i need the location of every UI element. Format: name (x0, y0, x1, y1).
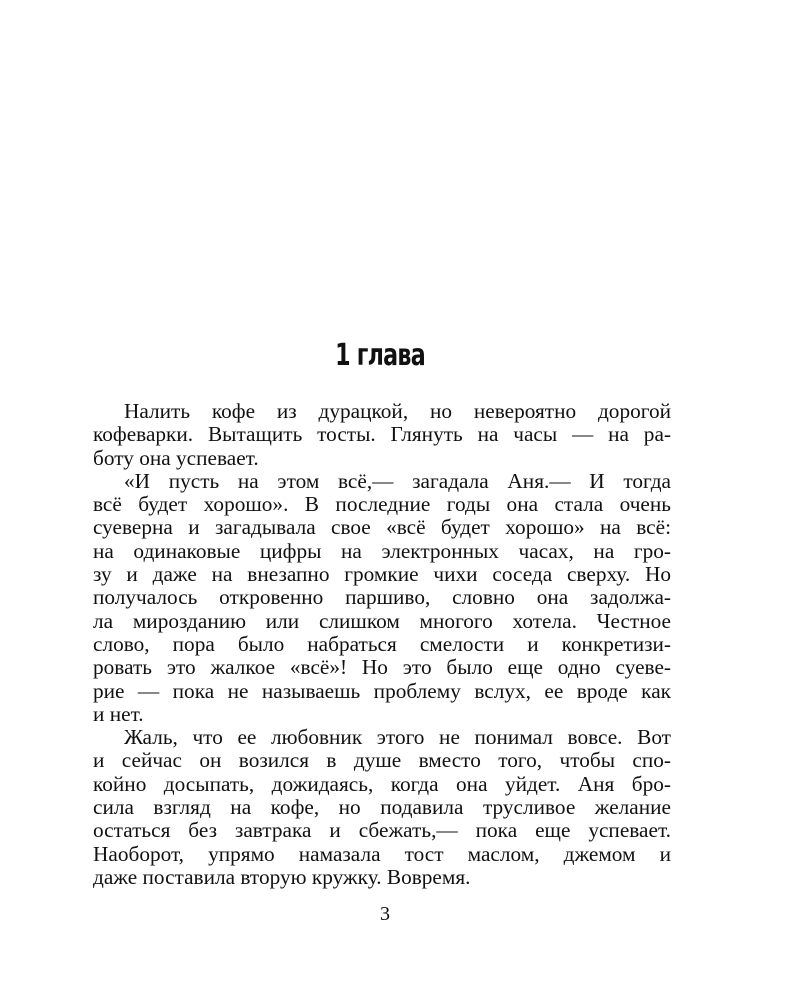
text-line: кофеварки. Вытащить тосты. Глянуть на часы — на ра- (93, 422, 671, 447)
text-line: и нет. (93, 701, 144, 726)
text-line: остаться без завтрака и сбежать,— пока еще успевает. (93, 818, 671, 843)
text-line: получалось откровенно паршиво, словно она задолжа- (93, 585, 671, 610)
text-line: на одинаковые цифры на электронных часах, на гро- (93, 538, 671, 563)
paragraph (93, 470, 671, 726)
text-line: суеверна и загадывала свое «всё будет хорошо» на всё: (93, 515, 671, 540)
text-line: зу и даже на внезапно громкие чихи соседа сверху. Но (93, 562, 671, 587)
text-line: сила взгляд на кофе, но подавила трусливое желание (93, 795, 671, 820)
text-line: всё будет хорошо». В последние годы она стала очень (93, 492, 671, 517)
paragraph (93, 400, 671, 470)
text-line: рие — пока не называешь проблему вслух, ее вроде как (93, 678, 671, 703)
text-line: ла мирозданию или слишком многого хотела. Честное (93, 608, 671, 633)
text-line: боту она успевает. (93, 445, 259, 470)
text-line: слово, пора было набраться смелости и конкретизи- (93, 631, 671, 656)
text-line: Жаль, что ее любовник этого не понимал вовсе. Вот (124, 725, 671, 750)
page-number: 3 (380, 903, 390, 925)
text-line: и сейчас он возился в душе вместо того, чтобы спо- (93, 748, 671, 773)
text-line: ровать это жалкое «всё»! Но это было еще одно суеве- (93, 655, 671, 680)
paragraph (93, 726, 671, 889)
text-line: Наоборот, упрямо намазала тост маслом, джемом и (93, 841, 671, 866)
chapter-title: 1 глава (335, 338, 425, 373)
chapter-body (93, 400, 671, 889)
text-line: даже поставила вторую кружку. Вовремя. (93, 864, 471, 889)
text-line: Налить кофе из дурацкой, но невероятно дорогой (124, 399, 671, 423)
text-line: «И пусть на этом всё,— загадала Аня.— И тогда (124, 468, 671, 493)
text-line: койно досыпать, дожидаясь, когда она уйдет. Аня бро- (93, 771, 671, 796)
